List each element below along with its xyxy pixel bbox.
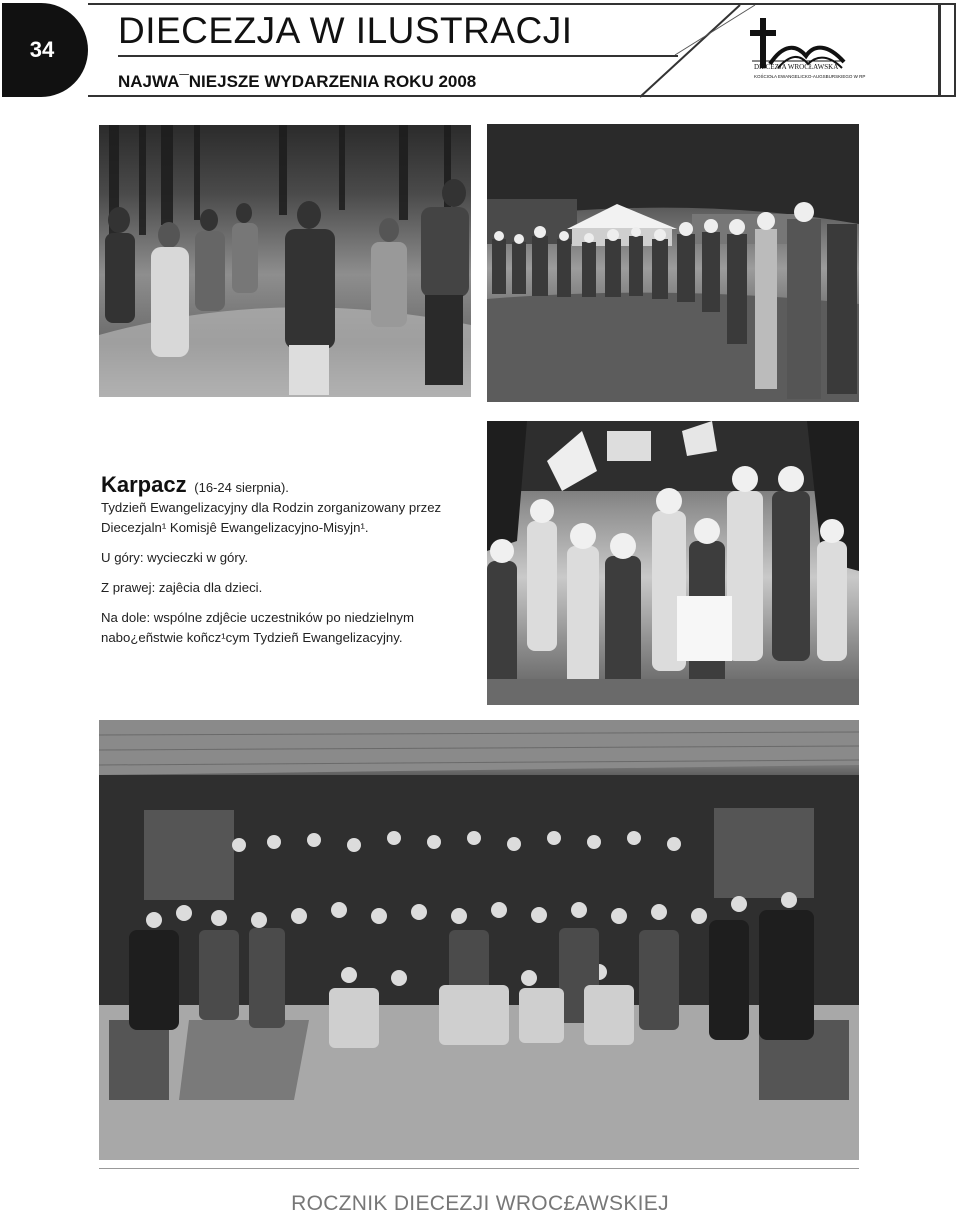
children-activities-scene [487, 421, 859, 705]
caption-description: Tydzieñ Ewangelizacyjny dla Rodzin zorganizowany przez Diecezjaln¹ Komisjê Ewangelizacyjno-Misyjn¹. [101, 500, 442, 535]
group-outdoor-scene [487, 124, 859, 402]
logo-diocese-name: DIECEZJA WROCŁAWSKA [754, 63, 839, 71]
caption-heading [101, 472, 471, 498]
photo-caption [101, 472, 471, 648]
children-activities-photo [487, 421, 859, 705]
footer-divider [99, 1168, 859, 1169]
caption-title: Karpacz [101, 472, 187, 497]
caption-dates: (16-24 sierpnia). [194, 480, 289, 495]
footer-publication-name: ROCZNIK DIECEZJI WROC£AWSKIEJ [291, 1192, 669, 1215]
mountain-trip-scene [99, 125, 471, 397]
mountain-trip-photo [99, 125, 471, 397]
page-header [0, 0, 960, 104]
header-divider [118, 55, 678, 57]
group-portrait-scene [99, 720, 859, 1160]
header-right-bar [938, 3, 941, 97]
group-portrait-photo [99, 720, 859, 1160]
header-subtitle: NAJWA¯NIEJSZE WYDARZENIA ROKU 2008 [118, 72, 477, 91]
caption-bottom-note: Na dole: wspólne zdjêcie uczestników po niedzielnym nabo¿eñstwie koñcz¹cym Tydzieñ Ewangelizacyjny. [101, 610, 415, 645]
logo-church-name: KOŚCIOŁA EWANGELICKO-AUGSBURSKIEGO W RP [754, 74, 866, 79]
caption-top-note: U góry: wycieczki w góry. [101, 550, 249, 565]
caption-right-note: Z prawej: zajêcia dla dzieci. [101, 580, 263, 595]
group-outdoor-photo [487, 124, 859, 402]
header-title: DIECEZJA W ILUSTRACJI [118, 10, 573, 51]
page-number: 34 [29, 37, 55, 62]
